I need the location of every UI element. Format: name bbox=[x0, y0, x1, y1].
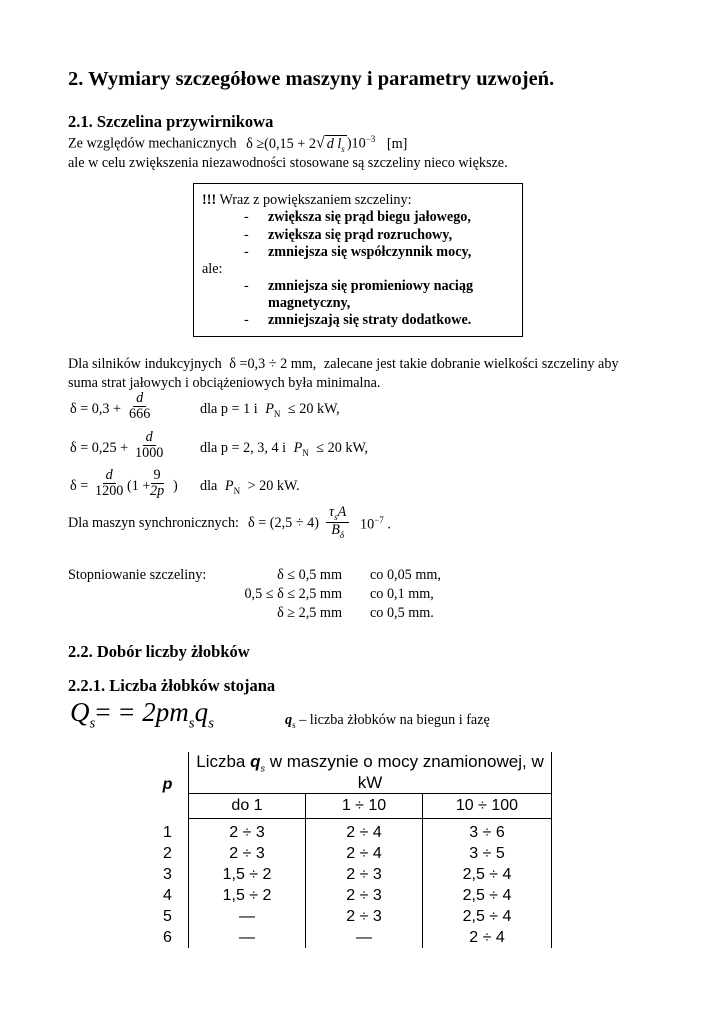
slot-formula: $Q_s= = 2pm_sq_s$ bbox=[70, 697, 214, 732]
sync-fraction: $\frac{\tau_sA}{B_\delta}$ bbox=[324, 505, 351, 541]
table-col-header: do 1 bbox=[189, 794, 306, 819]
mechanical-formula-root: d $l_s$ bbox=[326, 135, 345, 154]
box-item-1: zwiększa się prąd biegu jałowego, bbox=[268, 209, 471, 225]
table-row: 5 — 2 ÷ 3 2,5 ÷ 4 bbox=[147, 906, 552, 927]
box-dash: - bbox=[244, 209, 249, 225]
box-dash: - bbox=[244, 278, 249, 294]
sync-prefix: Dla maszyn synchronicznych: bbox=[68, 515, 239, 531]
slot-legend: $q_s$ – liczba żłobków na biegun i fazę bbox=[285, 712, 490, 730]
gradation-cond-3: δ ≥ 2,5 mm bbox=[277, 605, 342, 621]
table-row: 1 2 ÷ 3 2 ÷ 4 3 ÷ 6 bbox=[147, 819, 552, 844]
sync-tail: $10^{-7}$ . bbox=[360, 515, 391, 533]
box-dash: - bbox=[244, 312, 249, 328]
box-item-2: zwiększa się prąd rozruchowy, bbox=[268, 227, 453, 243]
box-item-3: zmniejsza się współczynnik mocy, bbox=[268, 244, 472, 260]
mechanical-unit: [m] bbox=[386, 135, 408, 152]
box-intro: !!! Wraz z powiększaniem szczeliny: bbox=[202, 192, 412, 208]
gradation-cond-1: δ ≤ 0,5 mm bbox=[277, 567, 342, 583]
section-heading: 2. Wymiary szczegółowe maszyny i parametry uzwojeń. bbox=[68, 68, 555, 90]
gradation-cond-2: 0,5 ≤ δ ≤ 2,5 mm bbox=[244, 586, 342, 602]
gradation-label: Stopniowanie szczeliny: bbox=[68, 567, 207, 583]
box-ale: ale: bbox=[202, 261, 223, 277]
induction-line-2: suma strat jałowych i obciążeniowych była minimalna. bbox=[68, 375, 381, 391]
box-item-4-cont: magnetyczny, bbox=[268, 295, 351, 311]
induction-line-1: Dla silników indukcyjnych δ =0,3 ÷ 2 mm, zalecane jest takie dobranie wielkości szczeliny aby bbox=[68, 356, 619, 372]
box-item-4: zmniejsza się promieniowy naciąg bbox=[268, 278, 474, 294]
table-row: 3 1,5 ÷ 2 2 ÷ 3 2,5 ÷ 4 bbox=[147, 864, 552, 885]
box-dash: - bbox=[244, 244, 249, 260]
formula-2-fraction: $\frac{d}{1000}$ bbox=[135, 429, 164, 461]
table-row: 4 1,5 ÷ 2 2 ÷ 3 2,5 ÷ 4 bbox=[147, 885, 552, 906]
formula-3-lhs: δ = bbox=[70, 478, 89, 494]
table-row: 6 — — 2 ÷ 4 bbox=[147, 927, 552, 948]
formula-3-close: ) bbox=[173, 478, 178, 494]
box-dash: - bbox=[244, 227, 249, 243]
table-col-header: 1 ÷ 10 bbox=[306, 794, 423, 819]
formula-3-mid: (1 + bbox=[127, 478, 151, 494]
mechanical-formula-exp: −3 bbox=[365, 134, 376, 144]
formula-2-lhs: δ = 0,25 + bbox=[70, 440, 129, 456]
warning-box bbox=[193, 183, 523, 337]
note-text: ale w celu zwiększenia niezawodności stosowane są szczeliny nieco większe. bbox=[68, 155, 508, 171]
formula-2-condition: dla p = 2, 3, 4 i $P_N \le 20$ kW, bbox=[200, 440, 369, 458]
gradation-step-1: co 0,05 mm, bbox=[370, 567, 441, 583]
formula-3-fraction: $\frac{d}{1200}$ bbox=[95, 467, 124, 499]
formula-1-condition: dla p = 1 i $P_N \le 20$ kW, bbox=[200, 401, 340, 419]
mechanical-formula-b: )10 bbox=[346, 135, 366, 152]
slots-table bbox=[147, 752, 552, 948]
subsection-title-2-1: 2.1. Szczelina przywirnikowa bbox=[68, 112, 274, 131]
sync-formula: δ = (2,5 ÷ 4) bbox=[248, 515, 319, 531]
subsection-title-2-2-1: 2.2.1. Liczba żłobków stojana bbox=[68, 676, 276, 695]
formula-1-fraction: $\frac{d}{666}$ bbox=[129, 390, 151, 422]
formula-1-lhs: δ = 0,3 + bbox=[70, 401, 122, 417]
mechanical-prefix: Ze względów mechanicznych bbox=[68, 135, 237, 152]
table-header-p: p bbox=[162, 776, 173, 794]
gradation-step-3: co 0,5 mm. bbox=[370, 605, 434, 621]
formula-3-fraction-2: $\frac{9}{2p}$ bbox=[150, 467, 165, 499]
mechanical-formula-a: δ ≥(0,15 + 2 bbox=[246, 135, 316, 152]
mechanical-condition: Ze względów mechanicznych δ ≥(0,15 + 2√ d $l_s$ )$10^{-3}$ [m] bbox=[68, 134, 408, 154]
box-item-5: zmniejszają się straty dodatkowe. bbox=[268, 312, 472, 328]
table-row: 2 2 ÷ 3 2 ÷ 4 3 ÷ 5 bbox=[147, 843, 552, 864]
table-col-header: 10 ÷ 100 bbox=[423, 794, 552, 819]
table-main-header: Liczba $q_s$ w maszynie o mocy znamionowej, w kW bbox=[189, 752, 552, 794]
formula-3-condition: dla $P_N > 20$ kW. bbox=[200, 478, 300, 496]
subsection-title-2-2: 2.2. Dobór liczby żłobków bbox=[68, 642, 250, 661]
gradation-step-2: co 0,1 mm, bbox=[370, 586, 434, 602]
